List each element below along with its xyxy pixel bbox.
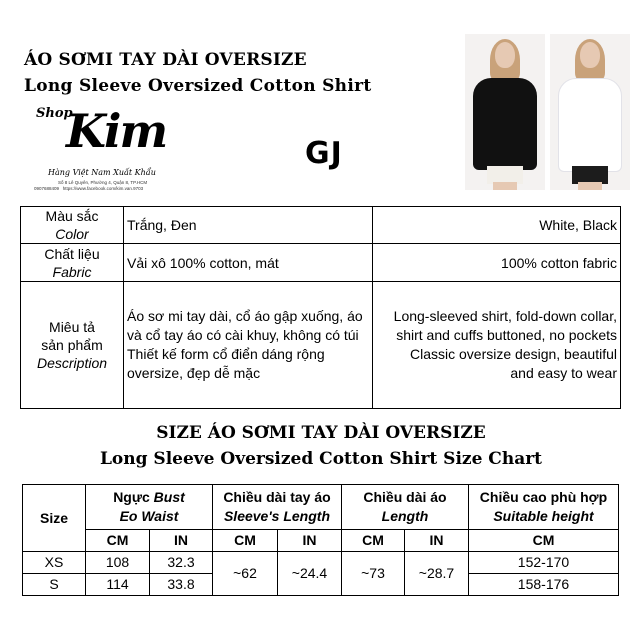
value-vn: Trắng, Đen (124, 207, 373, 244)
unit-in: IN (405, 530, 469, 552)
photo-white-shirt (550, 34, 630, 190)
sleeve-cm: ~62 (213, 552, 278, 596)
brand-logo-gj: GJ (305, 136, 343, 171)
label-en: Fabric (52, 263, 92, 280)
size-chart-title-en: Long Sleeve Oversized Cotton Shirt Size Chart (99, 449, 543, 469)
logo-tagline: Hàng Việt Nam Xuất Khẩu (48, 168, 156, 177)
info-row-fabric (21, 244, 621, 282)
logo-contact (34, 186, 143, 191)
header-sleeve-length: Chiều dài tay áo Sleeve's Length (213, 485, 342, 530)
product-info-table (20, 206, 621, 409)
label-vn: Chất liệu (44, 245, 100, 262)
unit-cm: CM (213, 530, 278, 552)
length-in: ~28.7 (405, 552, 469, 596)
header-length: Chiều dài áo Length (342, 485, 469, 530)
value-vn: Vải xô 100% cotton, mát (124, 244, 373, 282)
size-chart-title-vn: SIZE ÁO SƠMI TAY DÀI OVERSIZE (156, 423, 486, 443)
value-vn: Áo sơ mi tay dài, cổ áo gập xuống, áo và cổ tay áo có cài khuy, không có túi Thiết kế form cổ điển dáng rộng oversize, đẹp dễ mặc (124, 282, 373, 409)
info-row-color (21, 207, 621, 244)
label-vn: Miêu tả (49, 319, 95, 335)
title-english: Long Sleeve Oversized Cotton Shirt (24, 76, 372, 96)
logo-address: Số 8 Lê Quyên, Phường 4, Quận 8, TP.HCM (58, 180, 148, 185)
bust-in: 33.8 (150, 574, 213, 596)
unit-in: IN (150, 530, 213, 552)
logo-shop-text: Shop (36, 106, 73, 121)
label-vn-2: sản phẩm (41, 337, 103, 353)
label-en: Description (36, 355, 108, 371)
logo-kim-text: Kim (66, 104, 167, 158)
unit-cm: CM (86, 530, 150, 552)
length-cm: ~73 (342, 552, 405, 596)
facebook-url: https://www.facebook.com/kim.van.9703 (62, 186, 144, 191)
size-row-xs (23, 552, 619, 574)
size-label: S (23, 574, 86, 596)
info-row-description (21, 282, 621, 409)
value-en: 100% cotton fabric (373, 244, 621, 282)
sleeve-in: ~24.4 (278, 552, 342, 596)
bust-cm: 114 (86, 574, 150, 596)
height-cm: 152-170 (469, 552, 619, 574)
unit-cm: CM (342, 530, 405, 552)
size-label: XS (23, 552, 86, 574)
label-vn: Màu sắc (45, 208, 99, 224)
header-suitable-height: Chiều cao phù hợp Suitable height (469, 485, 619, 530)
header-row (23, 485, 619, 530)
unit-in: IN (278, 530, 342, 552)
shop-kim-logo (28, 104, 173, 194)
header-size: Size (23, 485, 86, 552)
size-chart-table (22, 484, 619, 596)
product-photos (465, 34, 630, 190)
header-bust-waist: Ngực Bust Eo Waist (86, 485, 213, 530)
height-cm: 158-176 (469, 574, 619, 596)
title-vietnamese: ÁO SƠMI TAY DÀI OVERSIZE (24, 50, 307, 70)
photo-black-shirt (465, 34, 545, 190)
unit-cm: CM (469, 530, 619, 552)
phone-number: 0907688409 (34, 186, 60, 191)
bust-cm: 108 (86, 552, 150, 574)
unit-row (23, 530, 619, 552)
label-en: Color (55, 226, 89, 242)
bust-in: 32.3 (150, 552, 213, 574)
value-en: White, Black (373, 207, 621, 244)
value-en: Long-sleeved shirt, fold-down collar, shirt and cuffs buttoned, no pockets Classic oversize design, beautiful and easy to wear (373, 282, 621, 409)
